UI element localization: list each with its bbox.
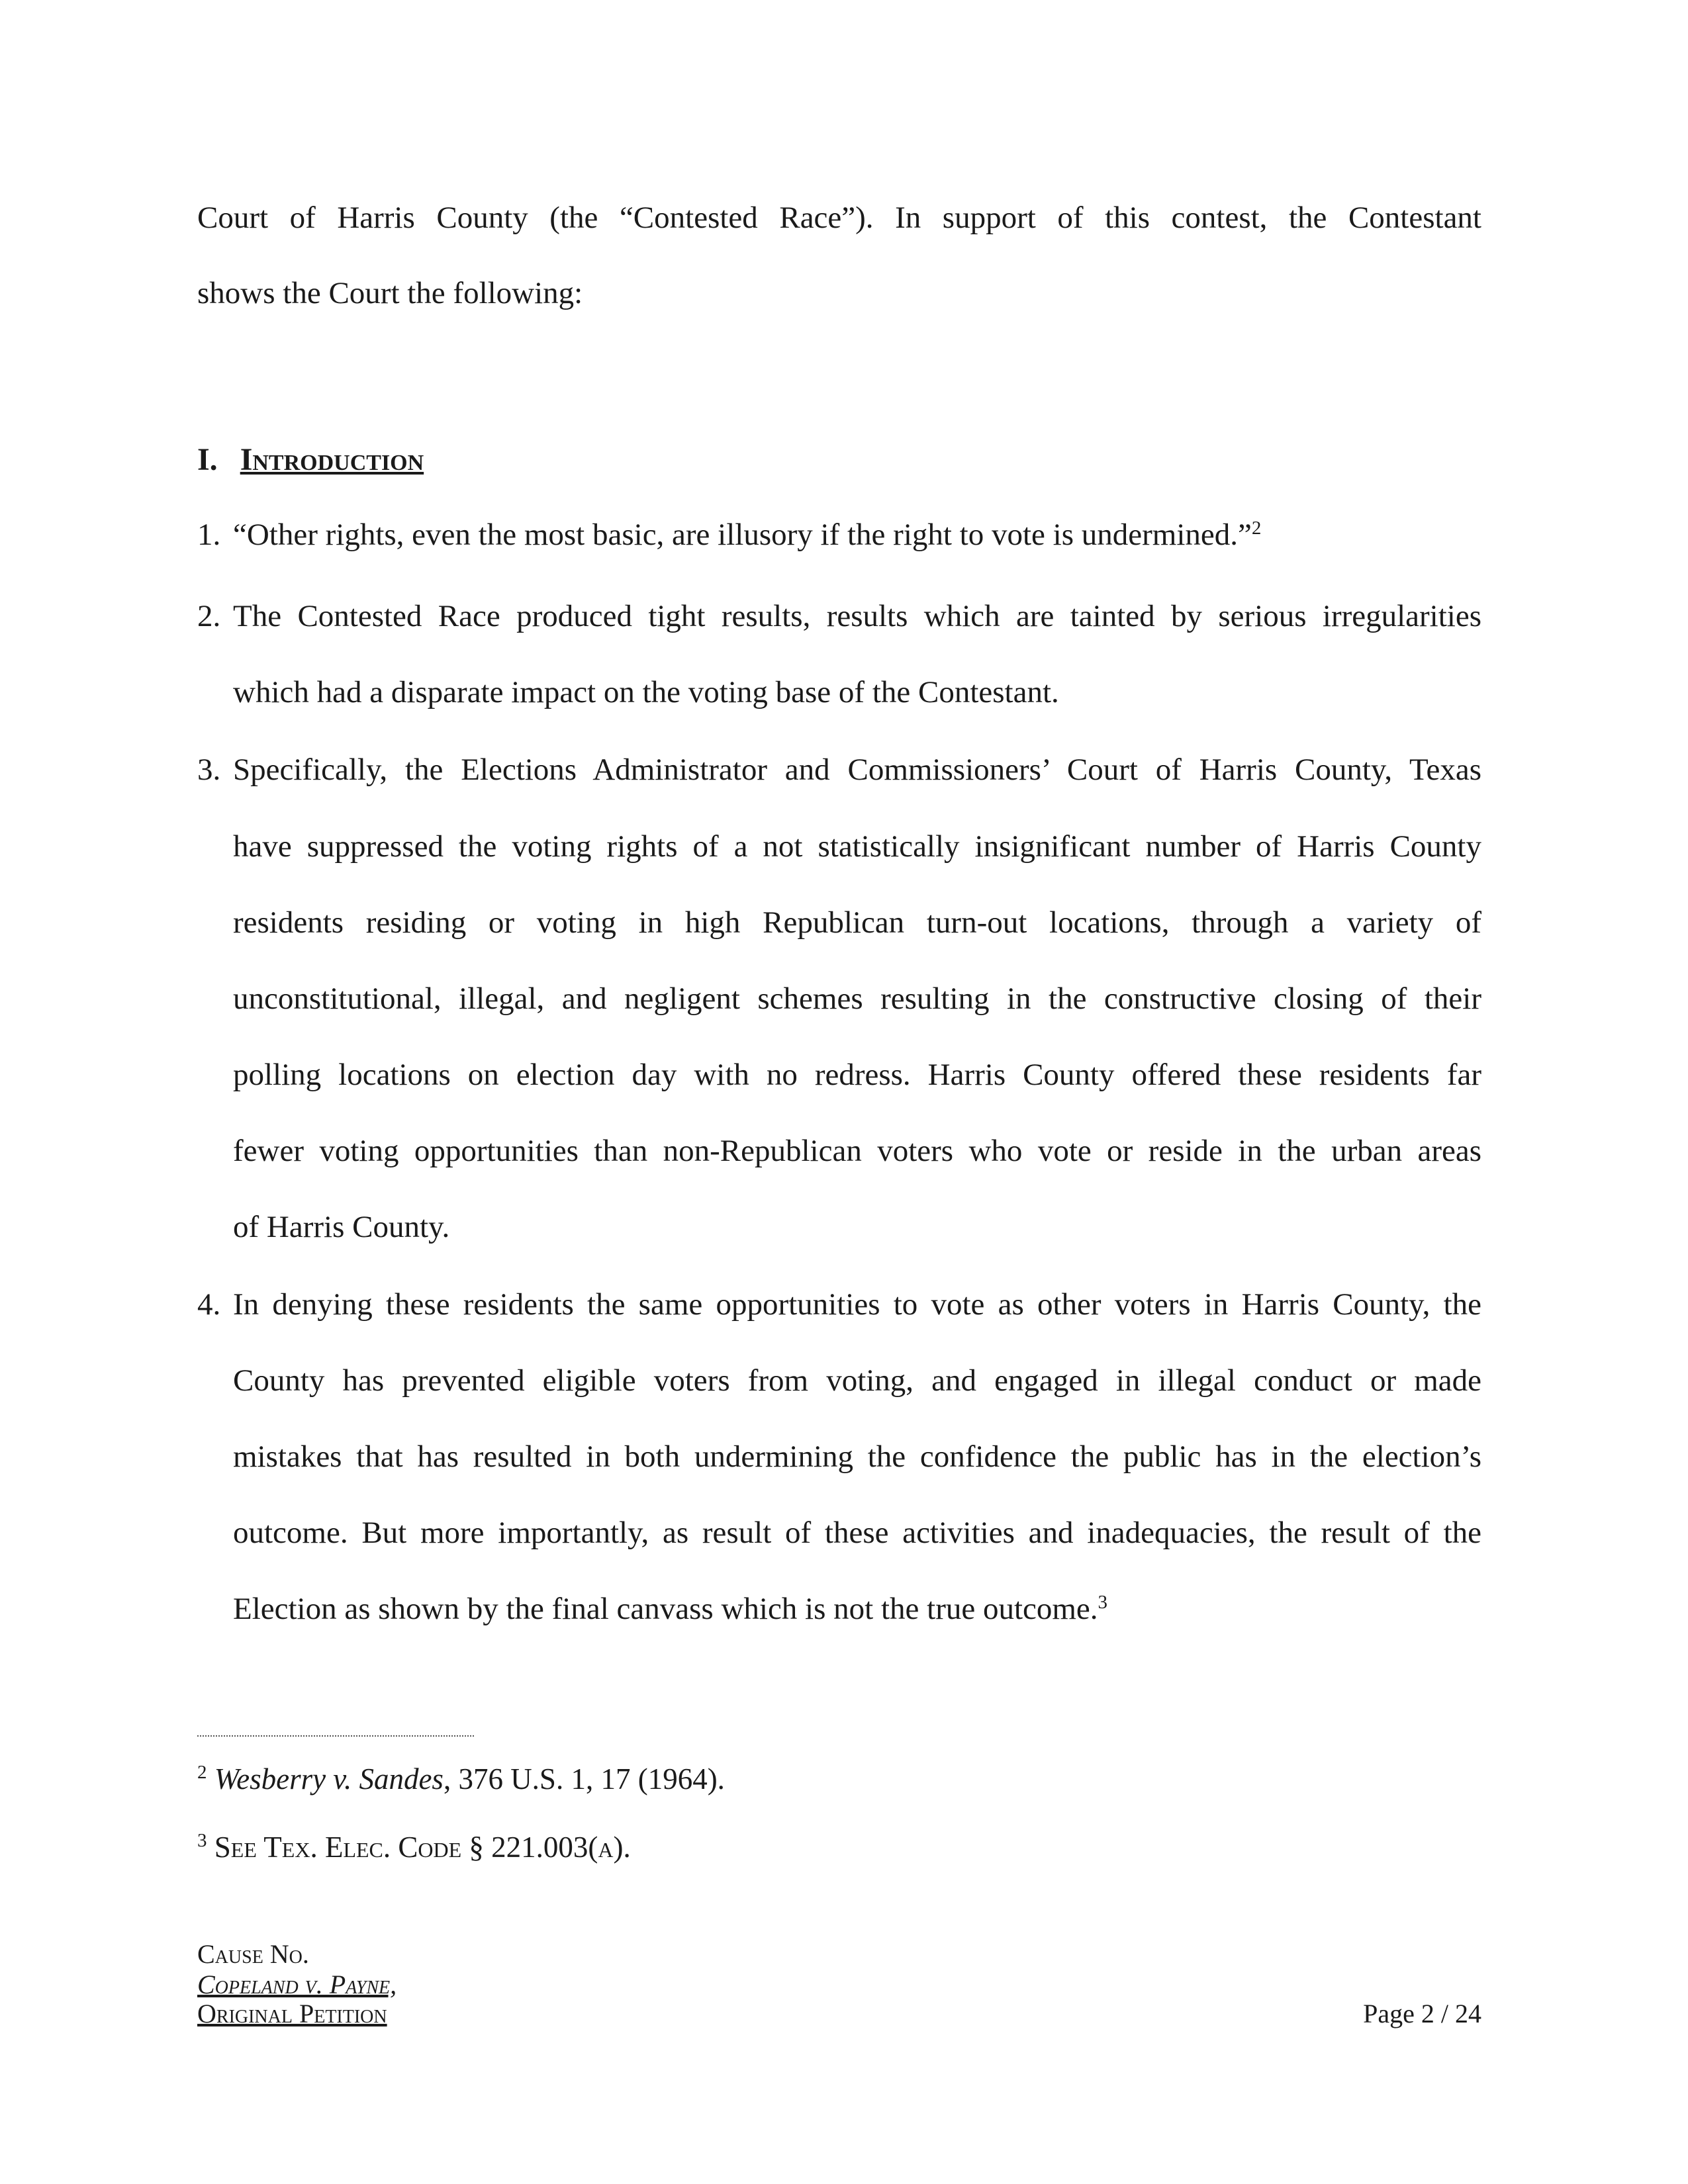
paragraph-2-line-1: The Contested Race produced tight results, results which are tainted by serious irregularities xyxy=(233,599,1481,633)
case-citation: Wesberry v. Sandes xyxy=(214,1762,444,1796)
footer-case-name: Copeland v. Payne, xyxy=(197,1970,397,1999)
page-number: Page 2 / 24 xyxy=(1363,1999,1481,2028)
section-title: Introduction xyxy=(240,442,424,477)
paragraph-3-line-3: residents residing or voting in high Republican turn-out locations, through a variety of xyxy=(233,905,1481,940)
section-number: I. xyxy=(197,442,218,477)
paragraph-4-line-1: In denying these residents the same opportunities to vote as other voters in Harris County, the xyxy=(233,1287,1481,1322)
footer-doc-title: Original Petition xyxy=(197,1999,387,2028)
footnote-ref-2[interactable]: 2 xyxy=(1251,518,1262,539)
paragraph-3-line-7: of Harris County. xyxy=(233,1210,450,1244)
paragraph-4-line-5: Election as shown by the final canvass which is not the true outcome.$^3$ xyxy=(233,1592,1108,1626)
intro-line-2: shows the Court the following: xyxy=(197,276,583,310)
paragraph-3-line-5: polling locations on election day with no redress. Harris County offered these residents far xyxy=(233,1058,1481,1092)
footer-cause-no: Cause No. xyxy=(197,1939,309,1969)
paragraph-3-line-4: unconstitutional, illegal, and negligent schemes resulting in the constructive closing of their xyxy=(233,981,1481,1016)
paragraph-number: 3. xyxy=(197,752,221,787)
section-heading xyxy=(197,441,424,479)
paragraph-4-line-4: outcome. But more importantly, as result of these activities and inadequacies, the result of the xyxy=(233,1516,1481,1550)
paragraph-4-line-3: mistakes that has resulted in both undermining the confidence the public has in the election’s xyxy=(233,1439,1481,1474)
paragraph-3-line-6: fewer voting opportunities than non-Republican voters who vote or reside in the urban areas xyxy=(233,1134,1481,1168)
paragraph-number: 2. xyxy=(197,599,221,633)
paragraph-3-line-1: Specifically, the Elections Administrator and Commissioners’ Court of Harris County, Texas xyxy=(233,752,1481,787)
intro-line-1: Court of Harris County (the “Contested Race”). In support of this contest, the Contestant xyxy=(197,201,1481,235)
footnote-3: $^3$ See Tex. Elec. Code § 221.003(a). xyxy=(197,1830,631,1864)
footnote-separator xyxy=(197,1735,474,1737)
footnote-2: $^2$ Wesberry v. Sandes, 376 U.S. 1, 17 (1964). xyxy=(197,1762,725,1796)
paragraph-number: 1. xyxy=(197,518,221,552)
paragraph-number: 4. xyxy=(197,1287,221,1322)
paragraph-4-line-2: County has prevented eligible voters from voting, and engaged in illegal conduct or made xyxy=(233,1363,1481,1398)
paragraph-1-line-1: “Other rights, even the most basic, are illusory if the right to vote is undermined.”$^2$ xyxy=(233,518,1262,552)
paragraph-2-line-2: which had a disparate impact on the voting base of the Contestant. xyxy=(233,675,1059,709)
footnote-ref-3[interactable]: 3 xyxy=(1098,1592,1108,1613)
paragraph-3-line-2: have suppressed the voting rights of a not statistically insignificant number of Harris County xyxy=(233,829,1481,864)
